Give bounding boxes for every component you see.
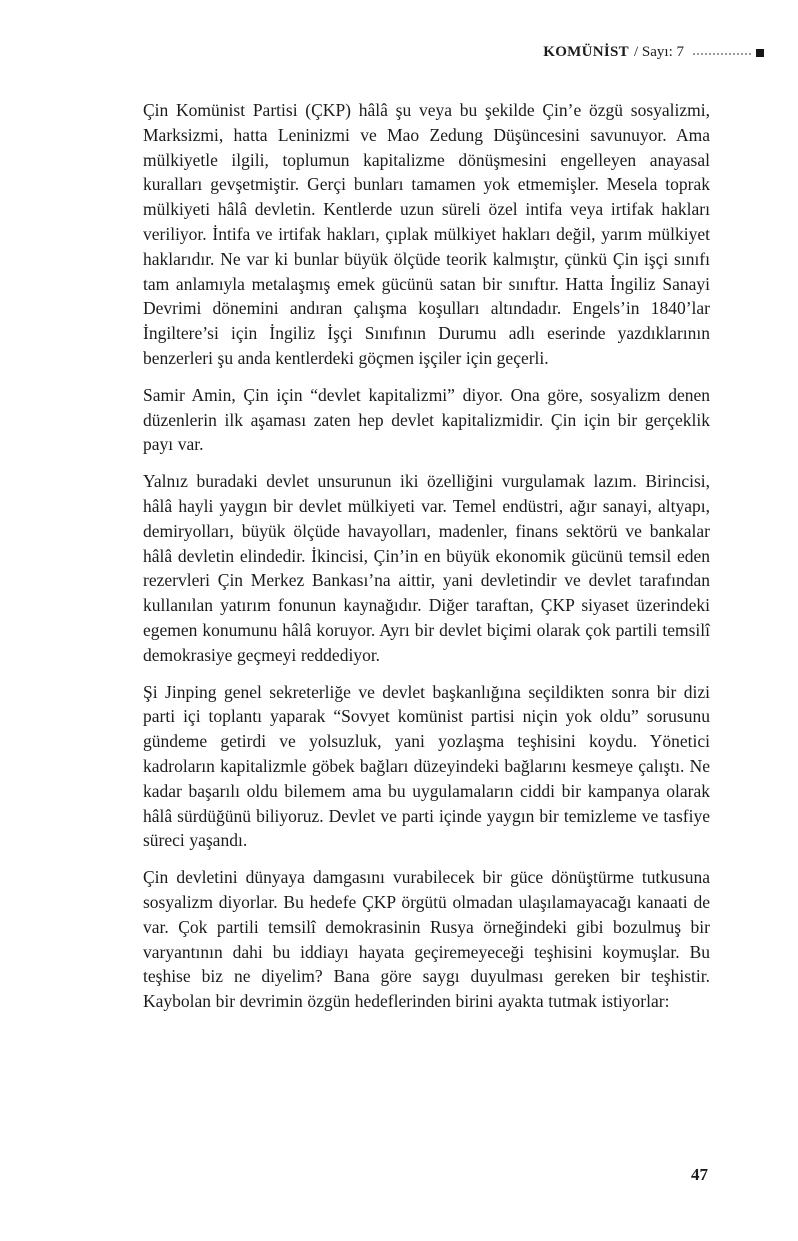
- page-number: 47: [691, 1165, 708, 1184]
- journal-title: KOMÜNİST: [543, 44, 629, 60]
- body-paragraph: Şi Jinping genel sekreterliğe ve devlet başkanlığına seçildikten sonra bir dizi parti içi toplantı yaparak “Sovyet komünist partisi niçin yok oldu” sorusunu gündeme getirdi ve yolsuzluk, yani yozlaşma teşhisini koydu. Yönetici kadroların kapitalizmle göbek bağları düzeyindeki bağlarını kesmeye çalıştı. Ne kadar başarılı oldu bilemem ama bu uygulamaların ciddi bir kampanya olarak hâlâ sürdüğünü biliyoruz. Devlet ve parti içinde yaygın bir temizleme ve tasfiye süreci yaşandı.: [143, 681, 710, 851]
- issue-label: / Sayı: 7: [633, 44, 684, 60]
- body-paragraph: Samir Amin, Çin için “devlet kapitalizmi” diyor. Ona göre, sosyalizm denen düzenlerin ilk aşaması zaten hep devlet kapitalizmidir. Çin için bir gerçeklik payı var.: [143, 384, 710, 455]
- header-square-marker: [756, 49, 764, 57]
- page-footer: [691, 1165, 708, 1185]
- body-paragraph: Çin devletini dünyaya damgasını vurabilecek bir güce dönüştürme tutkusuna sosyalizm diyorlar. Bu hedefe ÇKP örgütü olmadan ulaşılamayacağı kanaati de var. Çok partili temsilî demokrasinin Rusya örneğindeki gibi bozulmuş bir varyantının dahi bu iddiayı hayata geçiremeyeceği teşhisini koymuşlar. Bu teşhise biz ne diyelim? Bana göre saygı duyulması gereken bir teşhistir. Kaybolan bir devrimin özgün hedeflerinden birini ayakta tutmak istiyorlar:: [143, 867, 710, 1012]
- header-dotted-rule: [693, 53, 751, 55]
- body-paragraph: Yalnız buradaki devlet unsurunun iki özelliğini vurgulamak lazım. Birincisi, hâlâ hayli yaygın bir devlet mülkiyeti var. Temel endüstri, ağır sanayi, altyapı, demiryolları, büyük ölçüde havayolları, madenler, finans sektörü ve bankalar hâlâ devletin elindedir. İkincisi, Çin’in en büyük ekonomik gücünü temsil eden rezervleri Çin Merkez Bankası’na aittir, yani devletindir ve devlet tarafından kullanılan yatırım fonunun kaynağıdır. Diğer taraftan, ÇKP siyaset üzerindeki egemen konumunu hâlâ koruyor. Ayrı bir devlet biçimi olarak çok partili temsilî demokrasiye geçmeyi reddediyor.: [143, 471, 710, 665]
- article-body: [143, 98, 710, 1026]
- page-header: [143, 44, 764, 61]
- body-paragraph: Çin Komünist Partisi (ÇKP) hâlâ şu veya bu şekilde Çin’e özgü sosyalizmi, Marksizmi, hatta Leninizmi ve Mao Zedung Düşüncesini savunuyor. Ama mülkiyetle ilgili, toplumun kapitalizme dönüşmesini engelleyen anayasal kuralları gevşetmiştir. Gerçi bunları tamamen yok etmemişler. Mesela toprak mülkiyeti hâlâ devletin. Kentlerde uzun süreli özel intifa veya irtifak hakları veriliyor. İntifa ve irtifak hakları, çıplak mülkiyet hakları değil, yarım mülkiyet haklarıdır. Ne var ki bunlar büyük ölçüde teorik kalmıştır, çünkü Çin işçi sınıfı tam anlamıyla metalaşmış emek gücünü satan bir sınıftır. Hatta İngiliz Sanayi Devrimi dönemini andıran çalışma koşulları altındadır. Engels’in 1840’lar İngiltere’si için İngiliz İşçi Sınıfının Durumu adlı eserinde yazdıklarının benzerleri şu anda kentlerdeki göçmen işçiler için geçerli.: [143, 100, 710, 368]
